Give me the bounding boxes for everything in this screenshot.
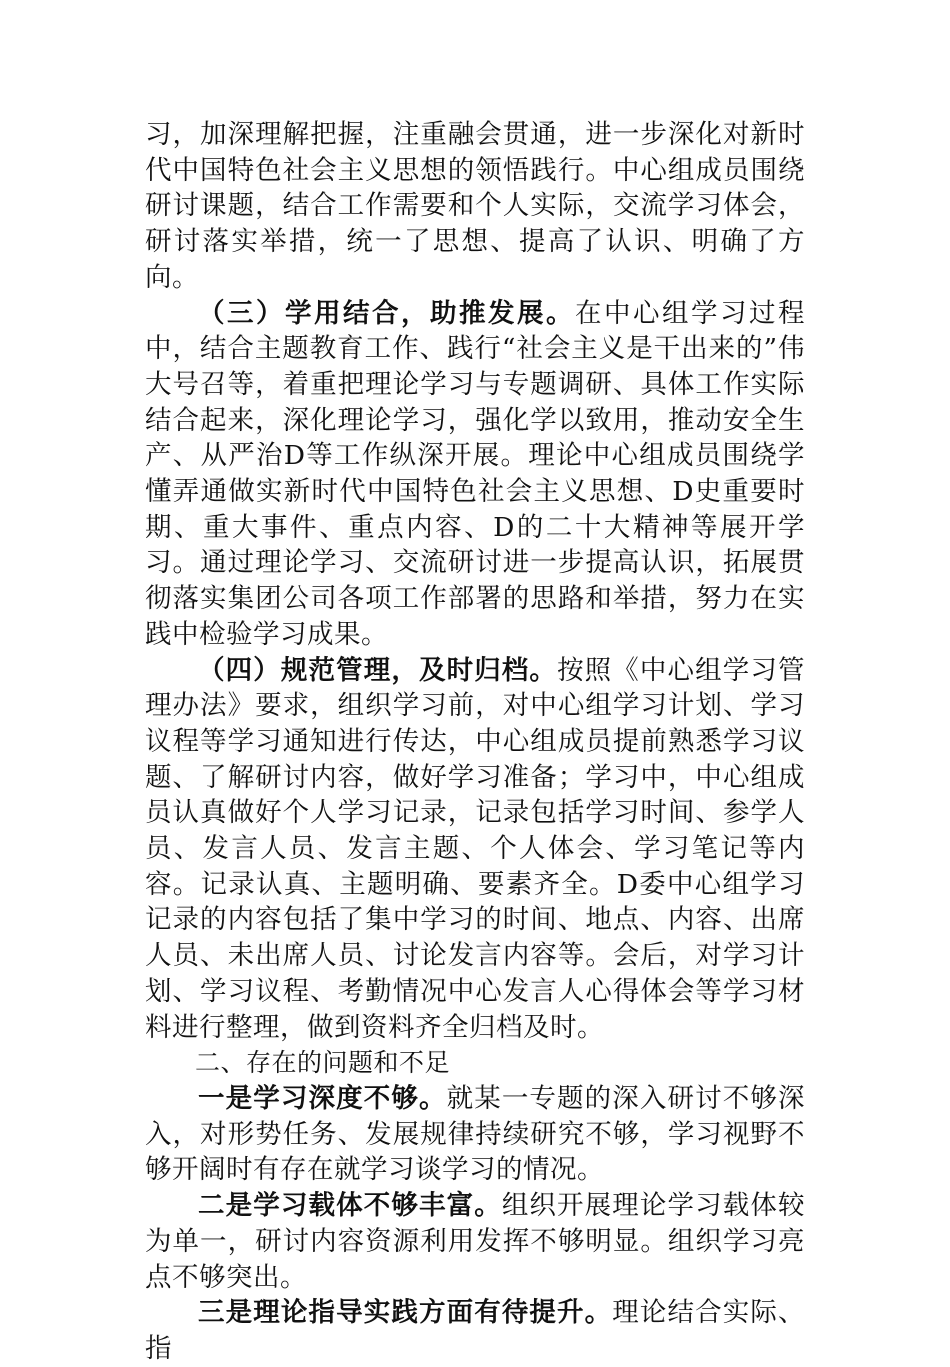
problem-text: 理论结合实际、指 [145,1297,806,1364]
paragraph-study-application [145,296,805,653]
problem-lead: 三是理论指导实践方面有待提升。 [198,1297,613,1329]
problem-item-2 [145,1188,805,1295]
problem-item-3 [145,1295,805,1366]
problem-text: 就某一专题的深入研讨不够深入，对形势任务、发展规律持续研究不够，学习视野不够开阔时有存在就学习谈学习的情况。 [145,1082,806,1186]
paragraph-text: 习，加深理解把握，注重融会贯通，进一步深化对新时代中国特色社会主义思想的领悟践行。中心组成员围绕研讨课题，结合工作需要和个人实际，交流学习体会，研讨落实举措，统一了思想、提高了认识、明确了方向。 [145,119,805,293]
paragraph-standard-management [145,653,805,1046]
section-heading: 二、存在的问题和不足 [195,1048,451,1078]
paragraph-continuation [145,117,805,296]
document-body [145,117,805,1367]
paragraph-lead: （三）学用结合，助推发展。 [198,297,575,329]
problem-lead: 二是学习载体不够丰富。 [198,1190,502,1222]
problem-item-1 [145,1081,805,1188]
paragraph-text: 在中心组学习过程中，结合主题教育工作、践行“社会主义是干出来的”伟大号召等，着重把理论学习与专题调研、具体工作实际结合起来，深化理论学习，强化学以致用，推动安全生产、从严治D等工作纵深开展。理论中心组成员围绕学懂弄通做实新时代中国特色社会主义思想、D史重要时期、重大事件、重点内容、D的二十大精神等展开学习。通过理论学习、交流研讨进一步提高认识，拓展贯彻落实集团公司各项工作部署的思路和举措，努力在实践中检验学习成果。 [145,297,805,650]
problem-lead: 一是学习深度不够。 [198,1082,447,1114]
paragraph-text: 按照《中心组学习管理办法》要求，组织学习前，对中心组学习计划、学习议程等学习通知进行传达，中心组成员提前熟悉学习议题、了解研讨内容，做好学习准备；学习中，中心组成员认真做好个人学习记录，记录包括学习时间、参学人员、发言人员、发言主题、个人体会、学习笔记等内容。记录认真、主题明确、要素齐全。D委中心组学习记录的内容包括了集中学习的时间、地点、内容、出席人员、未出席人员、讨论发言内容等。会后，对学习计划、学习议程、考勤情况中心发言人心得体会等学习材料进行整理，做到资料齐全归档及时。 [145,654,806,1043]
problem-text: 组织开展理论学习载体较为单一，研讨内容资源利用发挥不够明显。组织学习亮点不够突出。 [145,1190,806,1293]
paragraph-lead: （四）规范管理，及时归档。 [198,654,558,686]
